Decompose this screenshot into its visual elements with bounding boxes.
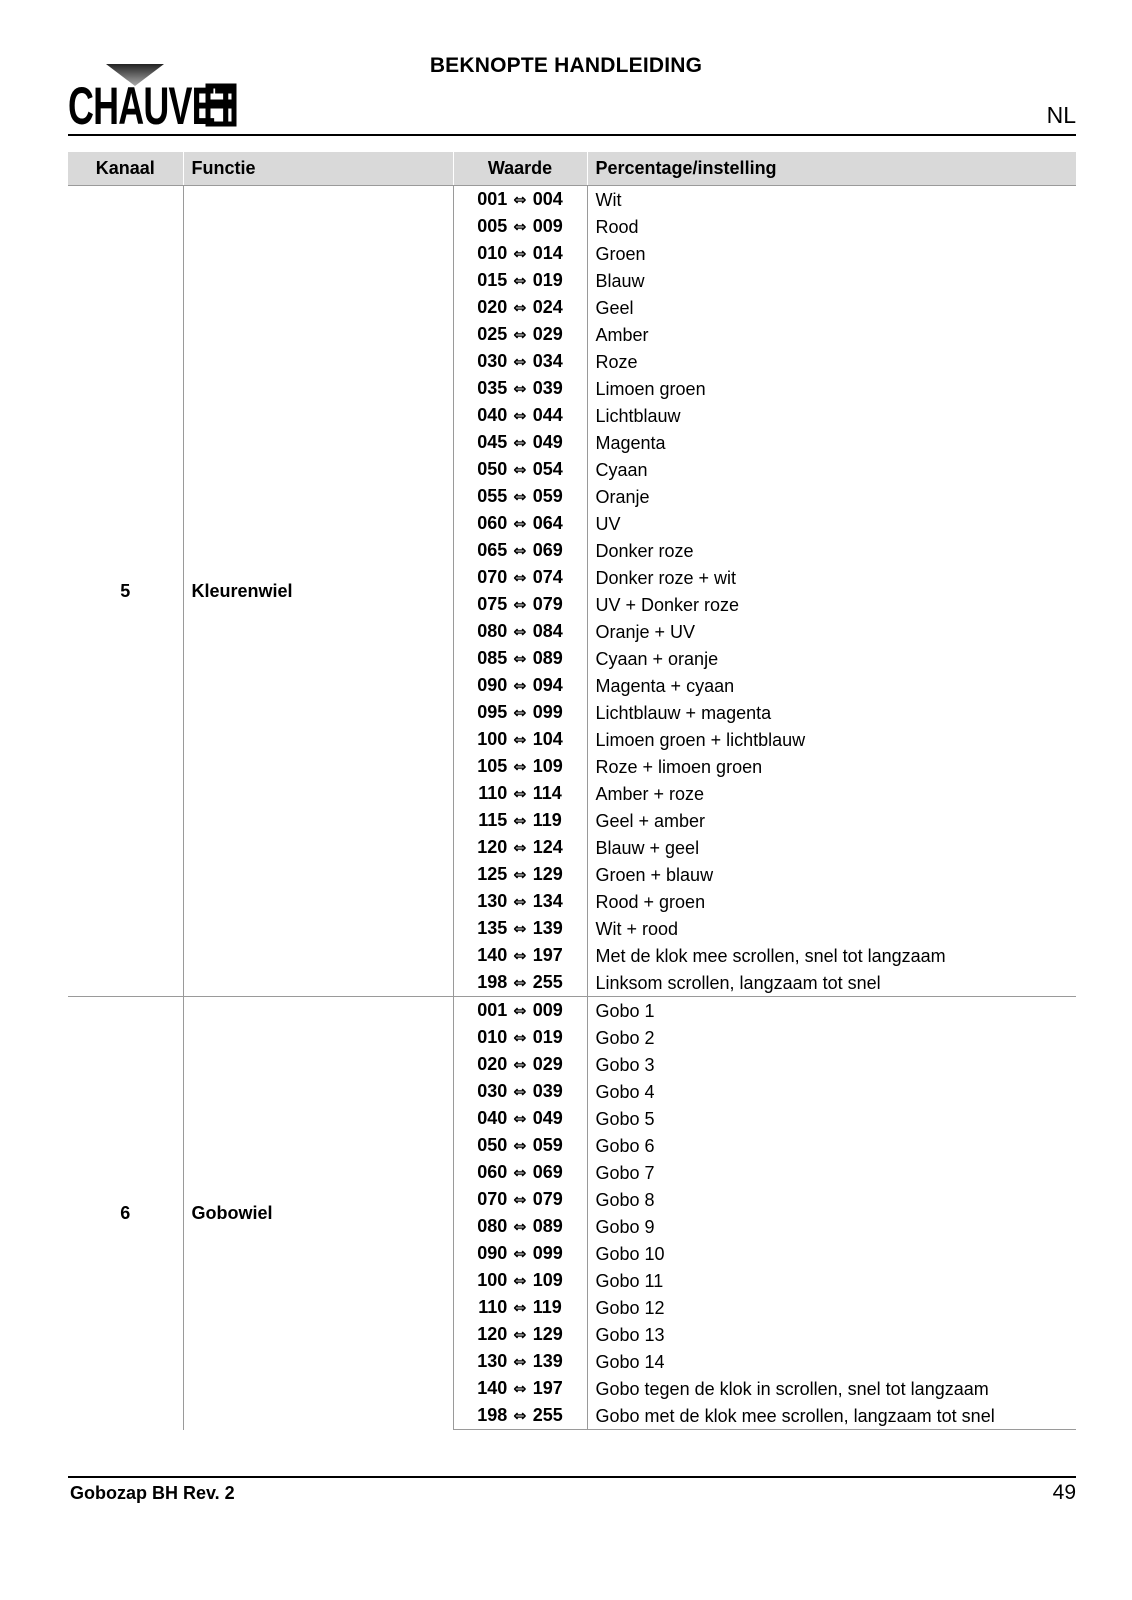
double-arrow-icon: ⇔ bbox=[513, 1136, 527, 1155]
double-arrow-icon: ⇔ bbox=[513, 298, 527, 317]
setting-description: Amber + roze bbox=[595, 783, 705, 804]
value-range bbox=[453, 1402, 587, 1430]
value-range bbox=[453, 1105, 587, 1132]
range-start: 030 bbox=[477, 1081, 508, 1101]
header-kanaal: Kanaal bbox=[68, 152, 183, 186]
double-arrow-icon: ⇔ bbox=[513, 703, 527, 722]
range-end: 129 bbox=[532, 864, 563, 884]
setting-description: UV bbox=[595, 513, 621, 534]
range-end: 114 bbox=[532, 783, 562, 803]
double-arrow-icon: ⇔ bbox=[513, 1271, 527, 1290]
range-start: 045 bbox=[477, 432, 508, 452]
range-end: 109 bbox=[532, 756, 563, 776]
range-end: 099 bbox=[532, 702, 563, 722]
setting-description: Gobo 4 bbox=[595, 1081, 655, 1102]
range-start: 100 bbox=[477, 1270, 508, 1290]
value-range bbox=[453, 456, 587, 483]
double-arrow-icon: ⇔ bbox=[513, 1352, 527, 1371]
setting-description: Lichtblauw + magenta bbox=[595, 702, 772, 723]
value-range bbox=[453, 672, 587, 699]
double-arrow-icon: ⇔ bbox=[513, 1379, 527, 1398]
range-end: 139 bbox=[532, 1351, 563, 1371]
value-range bbox=[453, 321, 587, 348]
double-arrow-icon: ⇔ bbox=[513, 190, 527, 209]
double-arrow-icon: ⇔ bbox=[513, 217, 527, 236]
range-start: 095 bbox=[477, 702, 508, 722]
double-arrow-icon: ⇔ bbox=[513, 838, 527, 857]
setting-description: Gobo 9 bbox=[595, 1216, 655, 1237]
range-start: 105 bbox=[477, 756, 508, 776]
range-end: 197 bbox=[532, 1378, 563, 1398]
double-arrow-icon: ⇔ bbox=[513, 325, 527, 344]
value-range bbox=[453, 942, 587, 969]
range-end: 049 bbox=[532, 432, 563, 452]
setting-description: Wit bbox=[595, 189, 622, 210]
double-arrow-icon: ⇔ bbox=[513, 1001, 527, 1020]
range-end: 064 bbox=[532, 513, 563, 533]
setting-description: Gobo 1 bbox=[587, 997, 1076, 1025]
double-arrow-icon: ⇔ bbox=[513, 271, 527, 290]
value-range bbox=[453, 1267, 587, 1294]
double-arrow-icon: ⇔ bbox=[513, 757, 527, 776]
range-start: 060 bbox=[477, 513, 508, 533]
value-range bbox=[453, 807, 587, 834]
value-range bbox=[453, 699, 587, 726]
range-start: 100 bbox=[477, 729, 508, 749]
value-range bbox=[453, 1159, 587, 1186]
range-end: 124 bbox=[532, 837, 563, 857]
range-end: 129 bbox=[532, 1324, 563, 1344]
range-end: 089 bbox=[532, 648, 563, 668]
range-end: 109 bbox=[532, 1270, 563, 1290]
range-end: 197 bbox=[532, 945, 563, 965]
range-start: 075 bbox=[477, 594, 508, 614]
value-range bbox=[453, 1078, 587, 1105]
range-end: 004 bbox=[532, 189, 563, 209]
value-range bbox=[453, 834, 587, 861]
range-end: 074 bbox=[532, 567, 563, 587]
range-end: 054 bbox=[532, 459, 563, 479]
range-start: 198 bbox=[477, 1405, 508, 1425]
double-arrow-icon: ⇔ bbox=[513, 1298, 527, 1317]
value-range bbox=[453, 294, 587, 321]
setting-description: Rood + groen bbox=[595, 891, 706, 912]
setting-description: Gobo 14 bbox=[595, 1351, 665, 1372]
setting-description: Met de klok mee scrollen, snel tot langzaam bbox=[595, 945, 946, 966]
setting-description: Groen bbox=[595, 243, 646, 264]
double-arrow-icon: ⇔ bbox=[513, 1217, 527, 1236]
range-start: 055 bbox=[477, 486, 508, 506]
value-range bbox=[453, 510, 587, 537]
range-start: 010 bbox=[477, 243, 508, 263]
footer-rule bbox=[68, 1476, 1076, 1478]
double-arrow-icon: ⇔ bbox=[513, 1082, 527, 1101]
value-range bbox=[453, 969, 587, 997]
channel-number: 6 bbox=[68, 997, 183, 1430]
value-range bbox=[453, 564, 587, 591]
range-start: 035 bbox=[477, 378, 508, 398]
range-end: 094 bbox=[532, 675, 563, 695]
setting-description: Gobo 12 bbox=[595, 1297, 665, 1318]
range-start: 140 bbox=[477, 1378, 508, 1398]
range-start: 040 bbox=[477, 1108, 508, 1128]
range-start: 015 bbox=[477, 270, 508, 290]
range-start: 115 bbox=[478, 810, 508, 830]
range-end: 044 bbox=[532, 405, 563, 425]
double-arrow-icon: ⇔ bbox=[513, 649, 527, 668]
range-end: 139 bbox=[532, 918, 563, 938]
setting-description: Wit + rood bbox=[595, 918, 679, 939]
double-arrow-icon: ⇔ bbox=[513, 433, 527, 452]
value-range bbox=[453, 1321, 587, 1348]
range-start: 001 bbox=[477, 1000, 508, 1020]
page-number: 49 bbox=[1052, 1481, 1076, 1504]
setting-description: Gobo 11 bbox=[595, 1270, 664, 1291]
range-end: 069 bbox=[532, 1162, 563, 1182]
setting-description: Lichtblauw bbox=[595, 405, 681, 426]
double-arrow-icon: ⇔ bbox=[513, 676, 527, 695]
channel-number: 5 bbox=[120, 581, 131, 601]
range-start: 010 bbox=[477, 1027, 508, 1047]
footer-document-name: Gobozap BH Rev. 2 bbox=[70, 1483, 235, 1503]
range-start: 020 bbox=[477, 297, 508, 317]
range-start: 050 bbox=[477, 1135, 508, 1155]
setting-description: Gobo 6 bbox=[595, 1135, 655, 1156]
range-start: 070 bbox=[477, 567, 508, 587]
function-name: Kleurenwiel bbox=[183, 186, 453, 997]
value-range bbox=[453, 483, 587, 510]
value-range bbox=[453, 348, 587, 375]
range-start: 030 bbox=[477, 351, 508, 371]
double-arrow-icon: ⇔ bbox=[513, 946, 527, 965]
value-range bbox=[453, 861, 587, 888]
double-arrow-icon: ⇔ bbox=[513, 514, 527, 533]
setting-description: Magenta bbox=[595, 432, 666, 453]
range-end: 084 bbox=[532, 621, 563, 641]
value-range bbox=[453, 267, 587, 294]
double-arrow-icon: ⇔ bbox=[513, 892, 527, 911]
value-range bbox=[453, 537, 587, 564]
double-arrow-icon: ⇔ bbox=[513, 460, 527, 479]
setting-description: Blauw bbox=[595, 270, 645, 291]
double-arrow-icon: ⇔ bbox=[513, 1055, 527, 1074]
header-functie: Functie bbox=[183, 152, 453, 186]
double-arrow-icon: ⇔ bbox=[513, 379, 527, 398]
value-range bbox=[453, 1348, 587, 1375]
setting-description: Gobo 3 bbox=[595, 1054, 655, 1075]
range-start: 085 bbox=[477, 648, 508, 668]
setting-description: Donker roze + wit bbox=[595, 567, 737, 588]
double-arrow-icon: ⇔ bbox=[513, 568, 527, 587]
double-arrow-icon: ⇔ bbox=[513, 1190, 527, 1209]
range-end: 029 bbox=[532, 324, 563, 344]
range-start: 065 bbox=[477, 540, 508, 560]
range-end: 009 bbox=[532, 1000, 563, 1020]
setting-description: UV + Donker roze bbox=[595, 594, 740, 615]
value-range bbox=[453, 591, 587, 618]
value-range bbox=[453, 618, 587, 645]
double-arrow-icon: ⇔ bbox=[513, 1325, 527, 1344]
range-start: 001 bbox=[477, 189, 508, 209]
double-arrow-icon: ⇔ bbox=[513, 406, 527, 425]
value-range bbox=[453, 1051, 587, 1078]
setting-description: Gobo 2 bbox=[595, 1027, 655, 1048]
value-range bbox=[453, 429, 587, 456]
range-start: 005 bbox=[477, 216, 508, 236]
table-header-row bbox=[68, 152, 1076, 186]
header-percentage: Percentage/instelling bbox=[587, 152, 1076, 186]
double-arrow-icon: ⇔ bbox=[513, 1109, 527, 1128]
range-start: 130 bbox=[477, 1351, 508, 1371]
double-arrow-icon: ⇔ bbox=[513, 973, 527, 992]
setting-description: Gobo tegen de klok in scrollen, snel tot langzaam bbox=[595, 1378, 989, 1399]
setting-description: Geel + amber bbox=[595, 810, 706, 831]
value-range bbox=[453, 1240, 587, 1267]
value-range bbox=[453, 375, 587, 402]
value-range bbox=[453, 1186, 587, 1213]
setting-description: Groen + blauw bbox=[595, 864, 714, 885]
range-start: 060 bbox=[477, 1162, 508, 1182]
setting-description: Gobo 5 bbox=[595, 1108, 655, 1129]
range-end: 024 bbox=[532, 297, 563, 317]
setting-description: Gobo 10 bbox=[595, 1243, 665, 1264]
double-arrow-icon: ⇔ bbox=[513, 730, 527, 749]
range-end: 089 bbox=[532, 1216, 563, 1236]
range-start: 070 bbox=[477, 1189, 508, 1209]
value-range bbox=[453, 402, 587, 429]
setting-description: Rood bbox=[595, 216, 639, 237]
range-end: 059 bbox=[532, 486, 563, 506]
range-start: 135 bbox=[477, 918, 508, 938]
range-end: 014 bbox=[532, 243, 563, 263]
range-start: 025 bbox=[477, 324, 508, 344]
range-end: 039 bbox=[532, 1081, 563, 1101]
value-range bbox=[453, 213, 587, 240]
double-arrow-icon: ⇔ bbox=[513, 487, 527, 506]
value-range bbox=[453, 753, 587, 780]
range-start: 050 bbox=[477, 459, 508, 479]
range-end: 099 bbox=[532, 1243, 563, 1263]
double-arrow-icon: ⇔ bbox=[513, 622, 527, 641]
setting-description: Limoen groen + lichtblauw bbox=[595, 729, 806, 750]
range-start: 040 bbox=[477, 405, 508, 425]
range-start: 080 bbox=[477, 1216, 508, 1236]
setting-description: Amber bbox=[595, 324, 649, 345]
range-end: 134 bbox=[532, 891, 563, 911]
setting-description: Roze + limoen groen bbox=[595, 756, 763, 777]
double-arrow-icon: ⇔ bbox=[513, 1028, 527, 1047]
range-start: 120 bbox=[477, 1324, 508, 1344]
setting-description: Cyaan + oranje bbox=[595, 648, 719, 669]
setting-description: Donker roze bbox=[595, 540, 694, 561]
setting-description: Linksom scrollen, langzaam tot snel bbox=[595, 972, 881, 993]
double-arrow-icon: ⇔ bbox=[513, 784, 527, 803]
double-arrow-icon: ⇔ bbox=[513, 865, 527, 884]
value-range bbox=[453, 240, 587, 267]
value-range bbox=[453, 645, 587, 672]
setting-description: Gobo 8 bbox=[595, 1189, 655, 1210]
document-title: BEKNOPTE HANDLEIDING bbox=[429, 54, 703, 77]
range-end: 079 bbox=[532, 594, 563, 614]
setting-description: Limoen groen bbox=[595, 378, 706, 399]
double-arrow-icon: ⇔ bbox=[513, 1244, 527, 1263]
range-end: 049 bbox=[532, 1108, 563, 1128]
range-end: 119 bbox=[532, 1297, 562, 1317]
range-start: 125 bbox=[477, 864, 508, 884]
range-end: 104 bbox=[532, 729, 563, 749]
range-start: 090 bbox=[477, 675, 508, 695]
table-row bbox=[68, 186, 1076, 214]
setting-description: Geel bbox=[595, 297, 634, 318]
header-rule bbox=[68, 134, 1076, 136]
range-start: 080 bbox=[477, 621, 508, 641]
value-range bbox=[453, 726, 587, 753]
double-arrow-icon: ⇔ bbox=[513, 244, 527, 263]
range-end: 019 bbox=[532, 270, 563, 290]
range-end: 009 bbox=[532, 216, 563, 236]
value-range bbox=[453, 1024, 587, 1051]
range-start: 110 bbox=[478, 783, 508, 803]
range-start: 130 bbox=[477, 891, 508, 911]
function-name: Gobowiel bbox=[183, 997, 453, 1430]
range-start: 198 bbox=[477, 972, 508, 992]
range-start: 120 bbox=[477, 837, 508, 857]
range-end: 059 bbox=[532, 1135, 563, 1155]
double-arrow-icon: ⇔ bbox=[513, 1406, 527, 1425]
range-start: 020 bbox=[477, 1054, 508, 1074]
setting-description: Cyaan bbox=[595, 459, 648, 480]
range-end: 119 bbox=[532, 810, 562, 830]
setting-description: Roze bbox=[595, 351, 638, 372]
range-end: 079 bbox=[532, 1189, 563, 1209]
double-arrow-icon: ⇔ bbox=[513, 595, 527, 614]
setting-description: Oranje + UV bbox=[595, 621, 696, 642]
setting-description: Gobo 13 bbox=[595, 1324, 665, 1345]
range-end: 069 bbox=[532, 540, 563, 560]
range-end: 039 bbox=[532, 378, 563, 398]
double-arrow-icon: ⇔ bbox=[513, 352, 527, 371]
table-row bbox=[68, 997, 1076, 1025]
range-start: 140 bbox=[477, 945, 508, 965]
value-range bbox=[453, 1294, 587, 1321]
double-arrow-icon: ⇔ bbox=[513, 1163, 527, 1182]
table-body bbox=[68, 186, 1076, 1430]
range-start: 090 bbox=[477, 1243, 508, 1263]
value-range bbox=[453, 186, 587, 214]
setting-description: Oranje bbox=[595, 486, 650, 507]
range-start: 110 bbox=[478, 1297, 508, 1317]
value-range bbox=[453, 1375, 587, 1402]
setting-description: Magenta + cyaan bbox=[595, 675, 735, 696]
double-arrow-icon: ⇔ bbox=[513, 541, 527, 560]
setting-description: Gobo met de klok mee scrollen, langzaam tot snel bbox=[587, 1402, 1076, 1430]
setting-description: Blauw + geel bbox=[595, 837, 700, 858]
setting-description: Gobo 7 bbox=[595, 1162, 655, 1183]
range-end: 029 bbox=[532, 1054, 563, 1074]
range-end: 019 bbox=[532, 1027, 563, 1047]
value-range bbox=[453, 888, 587, 915]
range-end: 255 bbox=[532, 972, 563, 992]
range-end: 255 bbox=[532, 1405, 563, 1425]
range-end: 034 bbox=[532, 351, 563, 371]
header-waarde: Waarde bbox=[453, 152, 587, 186]
value-range bbox=[453, 997, 587, 1025]
svg-text:CHAUVET: CHAUVET bbox=[68, 76, 236, 132]
dmx-channel-table bbox=[68, 152, 1076, 1430]
value-range bbox=[453, 915, 587, 942]
value-range bbox=[453, 1213, 587, 1240]
language-code: NL bbox=[1046, 102, 1076, 128]
double-arrow-icon: ⇔ bbox=[513, 919, 527, 938]
double-arrow-icon: ⇔ bbox=[513, 811, 527, 830]
value-range bbox=[453, 1132, 587, 1159]
value-range bbox=[453, 780, 587, 807]
